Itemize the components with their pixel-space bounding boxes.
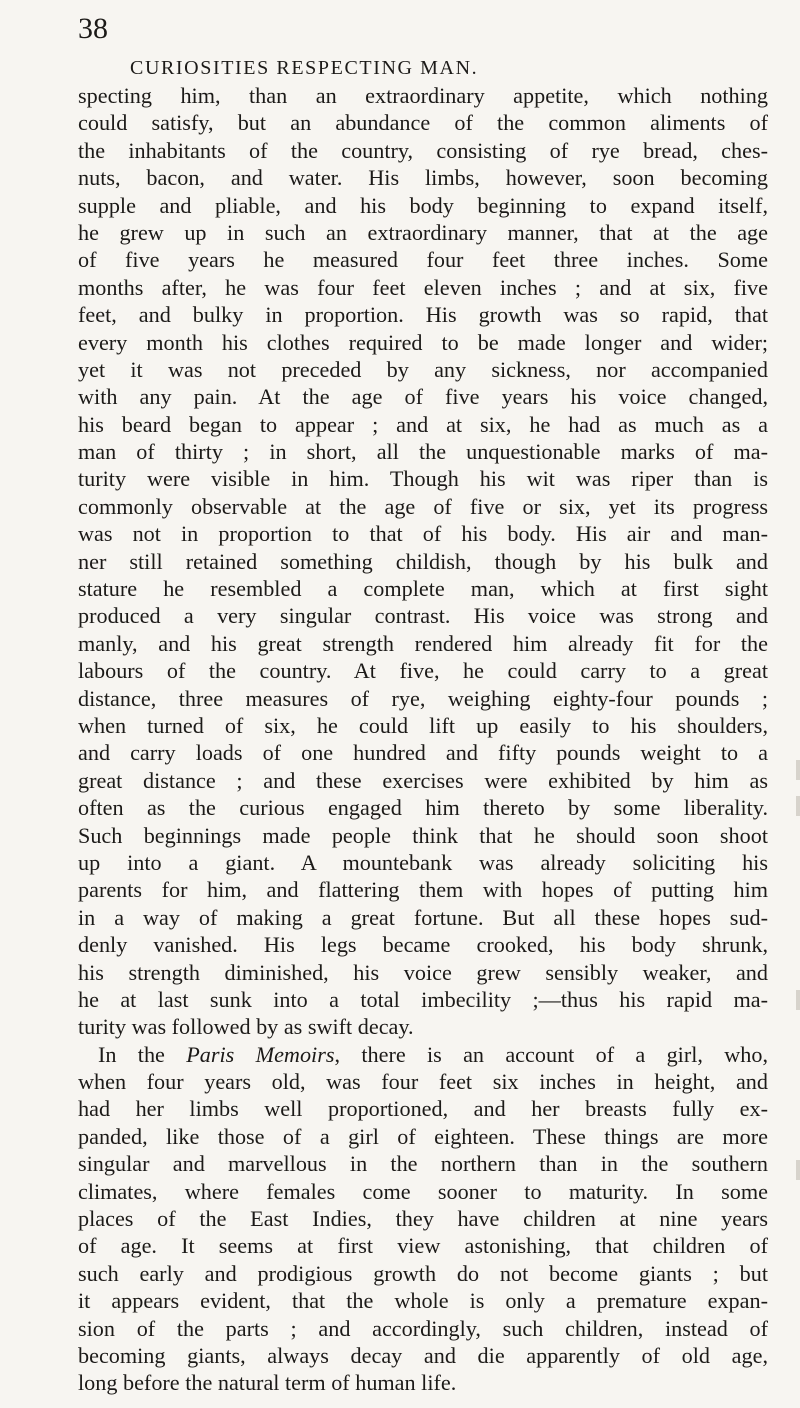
text-line: great distance ; and these exercises were exhibited by him as [78,767,768,793]
paragraph [78,1041,768,1397]
text-line: specting him, than an extraordinary appetite, which nothing [78,83,768,108]
text-line: becoming giants, always decay and die apparently of old age, [78,1342,768,1368]
text-line: manly, and his great strength rendered him already fit for the [78,630,768,656]
text-line: produced a very singular contrast. His voice was strong and [78,603,768,629]
text-line: up into a giant. A mountebank was already soliciting his [78,849,768,875]
text-line: and carry loads of one hundred and fifty pounds weight to a [78,740,768,766]
text-line: Such beginnings made people think that he should soon shoot [78,822,768,848]
paragraph [78,82,768,1041]
text-line: the inhabitants of the country, consisting of rye bread, ches- [78,137,768,163]
text-line: supple and pliable, and his body beginning to expand itself, [78,192,768,218]
text-line: In the Paris Memoirs, there is an account of a girl, who, [98,1041,768,1067]
text-line: turity were visible in him. Though his wit was riper than is [78,466,768,492]
text-line: man of thirty ; in short, all the unquestionable marks of ma- [78,439,768,465]
text-line: turity was followed by as swift decay. [78,1014,414,1040]
text-line: yet it was not preceded by any sickness, nor accompanied [78,356,768,382]
text-line: labours of the country. At five, he could carry to a great [78,658,768,684]
text-line: with any pain. At the age of five years his voice changed, [78,384,768,410]
text-line: nuts, bacon, and water. His limbs, however, soon becoming [78,165,768,191]
text-line: often as the curious engaged him thereto by some liberality. [78,795,768,821]
text-line: denly vanished. His legs became crooked, his body shrunk, [78,932,768,958]
text-line: ner still retained something childish, though by his bulk and [78,548,768,574]
text-line: he at last sunk into a total imbecility ;—thus his rapid ma- [78,986,768,1012]
text-line: was not in proportion to that of his body. His air and man- [78,521,768,547]
text-line: could satisfy, but an abundance of the common aliments of [78,110,768,136]
text-line: in a way of making a great fortune. But all these hopes sud- [78,904,768,930]
text-line: stature he resembled a complete man, which at first sight [78,576,768,602]
text-line: commonly observable at the age of five or six, yet its progress [78,493,768,519]
text-line: sion of the parts ; and accordingly, such children, instead of [78,1315,768,1341]
text-line: singular and marvellous in the northern than in the southern [78,1151,768,1177]
page-number: 38 [78,12,108,45]
text-line: of five years he measured four feet three inches. Some [78,247,768,273]
text-line: it appears evident, that the whole is only a premature expan- [78,1288,768,1314]
text-line: he grew up in such an extraordinary manner, that at the age [78,219,768,245]
text-line: his beard began to appear ; and at six, he had as much as a [78,411,768,437]
text-line: such early and prodigious growth do not become giants ; but [78,1260,768,1286]
text-line: places of the East Indies, they have children at nine years [78,1206,768,1232]
italic-title: Paris Memoirs [186,1041,335,1067]
text-line: parents for him, and flattering them with hopes of putting him [78,877,768,903]
running-head: CURIOSITIES RESPECTING MAN. [130,57,479,79]
text-line: every month his clothes required to be made longer and wider; [78,329,768,355]
margin-mark-decoration [790,760,800,1220]
body-text [78,82,768,1397]
text-line: when turned of six, he could lift up easily to his shoulders, [78,712,768,738]
text-line: climates, where females come sooner to maturity. In some [78,1178,768,1204]
text-line: distance, three measures of rye, weighing eighty-four pounds ; [78,685,768,711]
text-line: panded, like those of a girl of eighteen. These things are more [78,1123,768,1149]
page-header [78,10,788,79]
text-line: his strength diminished, his voice grew sensibly weaker, and [78,959,768,985]
text-line: long before the natural term of human life. [78,1370,457,1396]
text-line: when four years old, was four feet six inches in height, and [78,1069,768,1095]
text-line: had her limbs well proportioned, and her breasts fully ex- [78,1096,768,1122]
text-line: of age. It seems at first view astonishing, that children of [78,1233,768,1259]
text-line: months after, he was four feet eleven inches ; and at six, five [78,274,768,300]
text-line: feet, and bulky in proportion. His growth was so rapid, that [78,302,768,328]
